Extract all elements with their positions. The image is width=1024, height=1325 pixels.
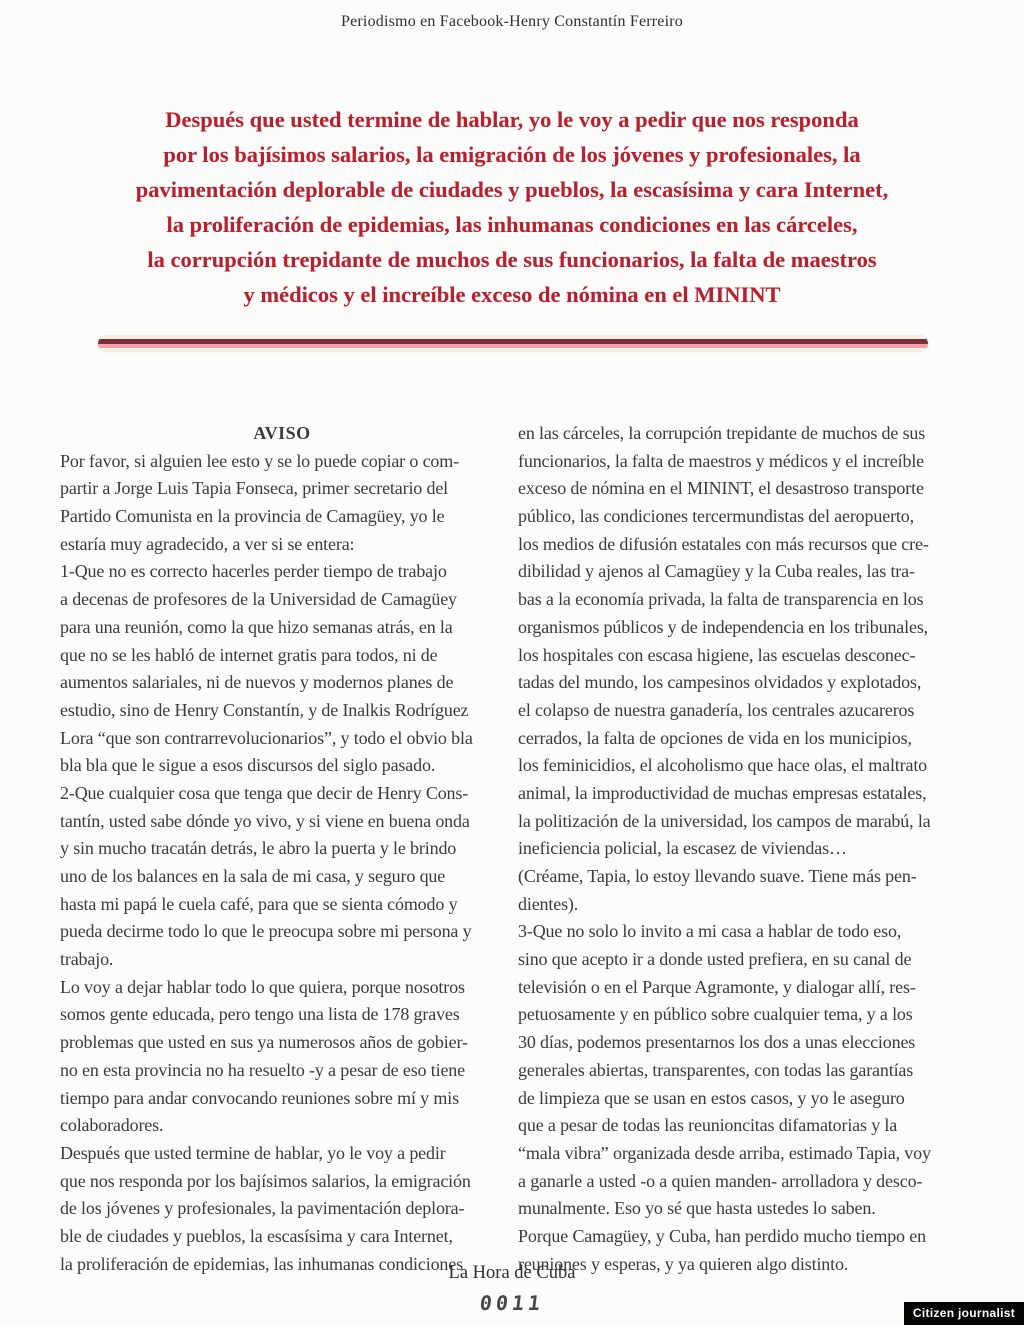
text-line: Lo voy a dejar hablar todo lo que quiera, porque nosotros bbox=[60, 976, 465, 997]
text-line: público, las condiciones tercermundistas del aeropuerto, bbox=[518, 506, 914, 527]
text-line: organismos públicos y de independencia en los tribunales, bbox=[518, 616, 929, 637]
text-line: 1-Que no es correcto hacerles perder tiempo de trabajo bbox=[60, 561, 447, 582]
text-line: dibilidad y ajenos al Camagüey y la Cuba reales, las tra- bbox=[518, 561, 915, 582]
text-line: funcionarios, la falta de maestros y médicos y el increíble bbox=[518, 450, 925, 471]
text-line: los hospitales con escasa higiene, las escuelas desconec- bbox=[518, 644, 916, 665]
text-line: de los jóvenes y profesionales, la pavimentación deplora- bbox=[60, 1198, 465, 1219]
text-line: Por favor, si alguien lee esto y se lo puede copiar o com- bbox=[60, 450, 459, 471]
publication-name: La Hora de Cuba bbox=[448, 1263, 576, 1283]
text-line: televisión o en el Parque Agramonte, y dialogar allí, res- bbox=[518, 976, 916, 997]
text-line: Partido Comunista en la provincia de Camagüey, yo le bbox=[60, 506, 445, 527]
text-line: 2-Que cualquier cosa que tenga que decir de Henry Cons- bbox=[60, 782, 469, 803]
body-column-left bbox=[60, 420, 504, 1278]
text-line: 3-Que no solo lo invito a mi casa a hablar de todo eso, bbox=[518, 921, 902, 942]
text-line: la proliferación de epidemias, las inhumanas condiciones bbox=[60, 1253, 463, 1274]
text-line: a decenas de profesores de la Universidad de Camagüey bbox=[60, 589, 457, 610]
text-line: cerrados, la falta de opciones de vida en los municipios, bbox=[518, 727, 912, 748]
text-line: 30 días, podemos presentarnos los dos a unas elecciones bbox=[518, 1032, 916, 1053]
red-divider-rule bbox=[98, 336, 928, 351]
text-line: tiempo para andar convocando reuniones sobre mí y mis bbox=[60, 1087, 459, 1108]
text-line: y sin mucho tracatán detrás, le abro la puerta y le brindo bbox=[60, 838, 457, 859]
page-header-title: Periodismo en Facebook-Henry Constantín Ferreiro bbox=[341, 13, 683, 30]
text-line: “mala vibra” organizada desde arriba, estimado Tapia, voy bbox=[518, 1142, 931, 1163]
left-column-text bbox=[60, 448, 504, 1279]
text-line: animal, la improductividad de muchas empresas estatales, bbox=[518, 782, 927, 803]
citizen-journalist-badge: Citizen journalist bbox=[904, 1302, 1024, 1325]
text-line: ble de ciudades y pueblos, la escasísima y cara Internet, bbox=[60, 1225, 453, 1246]
text-line: dientes). bbox=[518, 893, 579, 914]
text-line: los medios de difusión estatales con más recursos que cre- bbox=[518, 533, 929, 554]
text-line: Después que usted termine de hablar, yo le voy a pedir bbox=[60, 1142, 446, 1163]
text-line: petuosamente y en público sobre cualquier tema, y a los bbox=[518, 1004, 913, 1025]
text-line: por los bajísimos salarios, la emigración de los jóvenes y profesionales, la bbox=[163, 142, 861, 167]
text-line: hasta mi papá le cuela café, para que se sienta cómodo y bbox=[60, 893, 458, 914]
text-line: Después que usted termine de hablar, yo le voy a pedir que nos responda bbox=[165, 107, 859, 132]
text-line: de limpieza que se usan en estos casos, y yo le aseguro bbox=[518, 1087, 905, 1108]
text-line: colaboradores. bbox=[60, 1115, 164, 1136]
page-counter: 0011 bbox=[478, 1291, 546, 1315]
text-line: Porque Camagüey, y Cuba, han perdido mucho tiempo en bbox=[518, 1225, 926, 1246]
headline-quote bbox=[92, 102, 932, 312]
text-line: la corrupción trepidante de muchos de sus funcionarios, la falta de maestros bbox=[147, 247, 877, 272]
text-line: la politización de la universidad, los campos de marabú, la bbox=[518, 810, 931, 831]
text-line: reuniones y esperas, y ya quieren algo distinto. bbox=[518, 1253, 849, 1274]
text-line: estudio, sino de Henry Constantín, y de Inalkis Rodríguez bbox=[60, 699, 469, 720]
text-line: aumentos salariales, ni de nuevos y modernos planes de bbox=[60, 672, 454, 693]
text-line: tadas del mundo, los campesinos olvidados y explotados, bbox=[518, 672, 922, 693]
text-line: y médicos y el increíble exceso de nómina en el MININT bbox=[243, 282, 781, 307]
text-line: a ganarle a usted -o a quien manden- arrolladora y desco- bbox=[518, 1170, 923, 1191]
text-line: estaría muy agradecido, a ver si se entera: bbox=[60, 533, 355, 554]
text-line: exceso de nómina en el MININT, el desastroso transporte bbox=[518, 478, 924, 499]
text-line: somos gente educada, pero tengo una lista de 178 graves bbox=[60, 1004, 460, 1025]
text-line: munalmente. Eso yo sé que hasta ustedes lo saben. bbox=[518, 1198, 876, 1219]
text-line: el colapso de nuestra ganadería, los centrales azucareros bbox=[518, 699, 915, 720]
right-column-text bbox=[518, 420, 978, 1278]
text-line: Lora “que son contrarrevolucionarios”, y todo el obvio bla bbox=[60, 727, 473, 748]
text-line: los feminicidios, el alcoholismo que hace olas, el maltrato bbox=[518, 755, 928, 776]
text-line: que a pesar de todas las reunioncitas difamatorias y la bbox=[518, 1115, 898, 1136]
text-line: que no se les habló de internet gratis para todos, ni de bbox=[60, 644, 438, 665]
text-line: pueda decirme todo lo que le preocupa sobre mi persona y bbox=[60, 921, 472, 942]
text-line: sino que acepto ir a donde usted prefiera, en su canal de bbox=[518, 949, 912, 970]
text-line: (Créame, Tapia, lo estoy llevando suave. Tiene más pen- bbox=[518, 866, 917, 886]
text-line: la proliferación de epidemias, las inhumanas condiciones en las cárceles, bbox=[166, 212, 858, 237]
text-line: en las cárceles, la corrupción trepidante de muchos de sus bbox=[518, 423, 926, 443]
text-line: generales abiertas, transparentes, con todas las garantías bbox=[518, 1059, 914, 1080]
text-line: bas a la economía privada, la falta de transparencia en los bbox=[518, 589, 924, 610]
text-line: pavimentación deplorable de ciudades y pueblos, la escasísima y cara Internet, bbox=[135, 177, 889, 202]
text-line: uno de los balances en la sala de mi casa, y seguro que bbox=[60, 866, 446, 886]
text-line: partir a Jorge Luis Tapia Fonseca, primer secretario del bbox=[60, 478, 449, 499]
text-line: trabajo. bbox=[60, 949, 114, 970]
aviso-heading: AVISO bbox=[253, 423, 311, 443]
text-line: que nos responda por los bajísimos salarios, la emigración bbox=[60, 1170, 471, 1191]
text-line: bla bla que le sigue a esos discursos del siglo pasado. bbox=[60, 755, 436, 776]
text-line: no en esta provincia no ha resuelto -y a pesar de eso tiene bbox=[60, 1059, 465, 1080]
text-line: ineficiencia policial, la escasez de viviendas… bbox=[518, 838, 847, 859]
text-line: para una reunión, como la que hizo semanas atrás, en la bbox=[60, 616, 453, 637]
text-line: problemas que usted en sus ya numerosos años de gobier- bbox=[60, 1032, 468, 1053]
text-line: tantín, usted sabe dónde yo vivo, y si viene en buena onda bbox=[60, 810, 470, 831]
body-column-right bbox=[518, 420, 978, 1278]
